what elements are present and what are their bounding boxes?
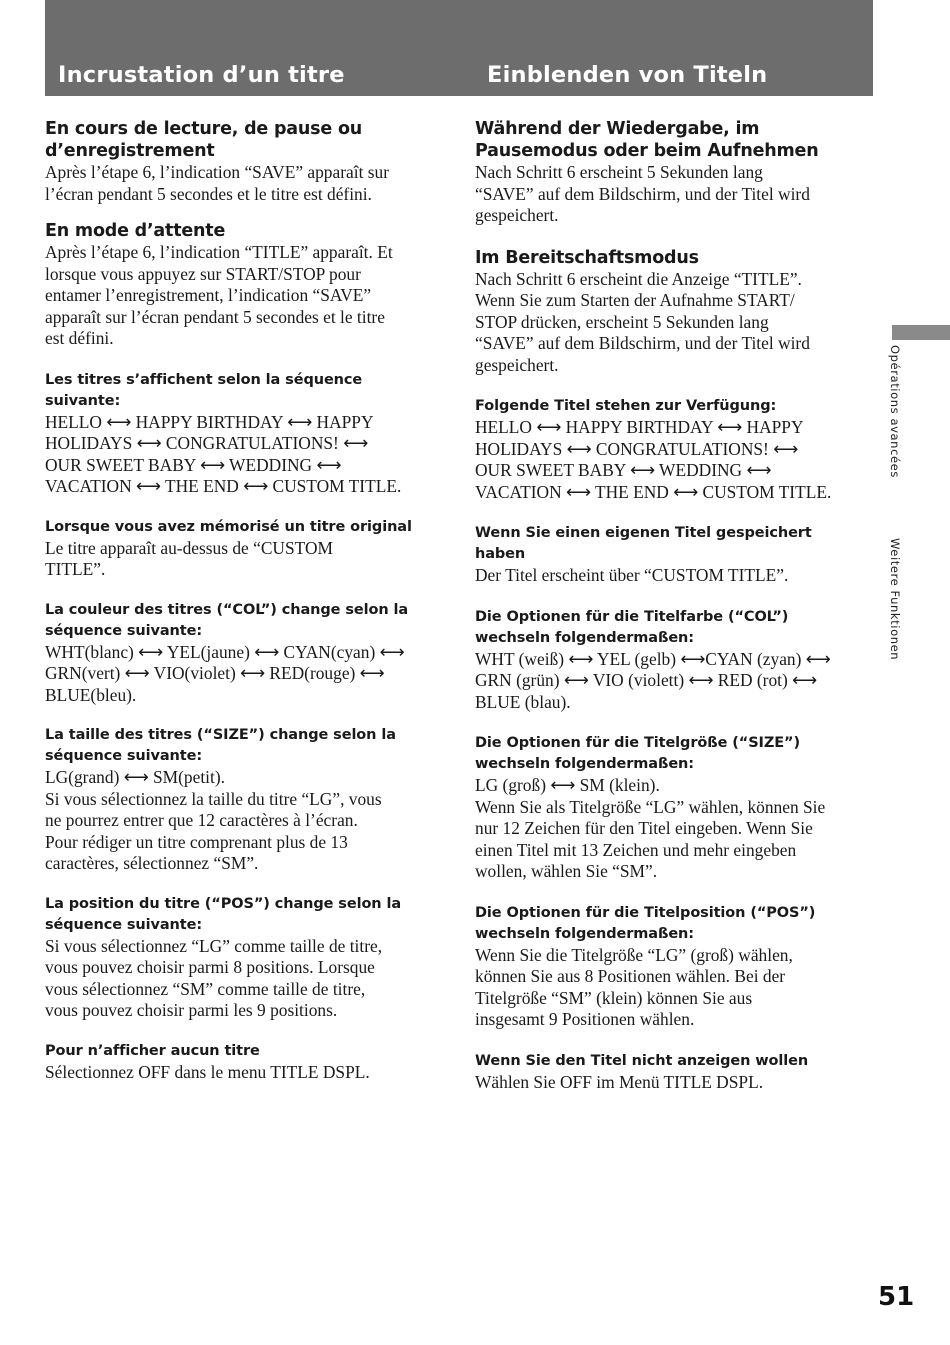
text-playback: Après l’étape 6, l’indication “SAVE” apparaît sur l’écran pendant 5 secondes et le titre est défini. [45, 162, 389, 204]
subheading-no-title: Wenn Sie den Titel nicht anzeigen wollen [475, 1052, 809, 1069]
text-position-sequence: Si vous sélectionnez “LG” comme taille de titre, vous pouvez choisir parmi 8 positions. Lorsque vous sélectionnez “SM” comme taille de titre, vous pouvez choisir parmi les 9 positions. [45, 935, 383, 1020]
title-german: Einblenden von Titeln [487, 62, 768, 88]
text-color-sequence: WHT (weiß) ⟷ YEL (gelb) ⟷CYAN (zyan) ⟷ GRN (grün) ⟷ VIO (violett) ⟷ RED (rot) ⟷ BLUE (blau). [475, 648, 831, 712]
subheading-custom-title: Lorsque vous avez mémorisé un titre original [45, 518, 412, 535]
subheading-position-sequence: La position du titre (“POS”) change selon la séquence suivante: [45, 895, 402, 933]
sidebar-label-french: Opérations avancées [888, 345, 902, 478]
german-column [475, 118, 877, 1093]
subheading-color-sequence: Die Optionen für die Titelfarbe (“COL”) wechseln folgendermaßen: [475, 608, 789, 646]
text-no-title: Wählen Sie OFF im Menü TITLE DSPL. [475, 1071, 764, 1092]
subheading-title-sequence: Les titres s’affichent selon la séquence suivante: [45, 371, 363, 409]
title-french: Incrustation d’un titre [58, 62, 345, 88]
header-banner [45, 0, 873, 96]
heading-playback: En cours de lecture, de pause ou d’enregistrement [45, 119, 363, 161]
text-color-sequence: WHT(blanc) ⟷ YEL(jaune) ⟷ CYAN(cyan) ⟷ GRN(vert) ⟷ VIO(violet) ⟷ RED(rouge) ⟷ BLUE(bleu). [45, 641, 405, 705]
heading-playback: Während der Wiedergabe, im Pausemodus oder beim Aufnehmen [475, 119, 819, 161]
text-standby: Nach Schritt 6 erscheint die Anzeige “TITLE”. Wenn Sie zum Starten der Aufnahme START/ STOP drücken, erscheint 5 Sekunden lang “SAVE” auf dem Bildschirm, und der Titel wird gespeichert. [475, 268, 810, 375]
subheading-custom-title: Wenn Sie einen eigenen Titel gespeichert haben [475, 525, 812, 562]
text-playback: Nach Schritt 6 erscheint 5 Sekunden lang “SAVE” auf dem Bildschirm, und der Titel wird gespeichert. [475, 162, 810, 225]
chapter-tab-marker [892, 325, 950, 340]
subheading-size-sequence: La taille des titres (“SIZE”) change selon la séquence suivante: [45, 727, 396, 764]
subheading-position-sequence: Die Optionen für die Titelposition (“POS”) wechseln folgendermaßen: [475, 904, 816, 942]
subheading-size-sequence: Die Optionen für die Titelgröße (“SIZE”) wechseln folgendermaßen: [475, 735, 801, 772]
text-custom-title: Le titre apparaît au-dessus de “CUSTOM TITLE”. [45, 537, 333, 579]
subheading-title-sequence: Folgende Titel stehen zur Verfügung: [475, 398, 777, 414]
subheading-color-sequence: La couleur des titres (“COL”) change selon la séquence suivante: [45, 601, 409, 639]
subheading-no-title: Pour n’afficher aucun titre [45, 1042, 260, 1059]
text-title-sequence: HELLO ⟷ HAPPY BIRTHDAY ⟷ HAPPY HOLIDAYS ⟷ CONGRATULATIONS! ⟷ OUR SWEET BABY ⟷ WEDDING ⟷ VACATION ⟷ THE END ⟷ CUSTOM TITLE. [45, 411, 402, 496]
french-column [45, 118, 450, 1083]
heading-standby: Im Bereitschaftsmodus [475, 247, 699, 268]
heading-standby: En mode d’attente [45, 221, 226, 241]
text-size-sequence: LG (groß) ⟷ SM (klein). Wenn Sie als Titelgröße “LG” wählen, können Sie nur 12 Zeichen für den Titel eingeben. Wenn Sie einen Titel mit 13 Zeichen und mehr eingeben wollen, wählen Sie “SM”. [475, 775, 826, 881]
sidebar-label-german: Weitere Funktionen [888, 538, 902, 661]
text-standby: Après l’étape 6, l’indication “TITLE” apparaît. Et lorsque vous appuyez sur START/STOP pour entamer l’enregistrement, l’indication “SAVE” apparaît sur l’écran pendant 5 secondes et le titre est défini. [45, 242, 393, 348]
text-title-sequence: HELLO ⟷ HAPPY BIRTHDAY ⟷ HAPPY HOLIDAYS ⟷ CONGRATULATIONS! ⟷ OUR SWEET BABY ⟷ WEDDING ⟷ VACATION ⟷ THE END ⟷ CUSTOM TITLE. [475, 417, 832, 502]
page-number: 51 [878, 1282, 915, 1312]
text-custom-title: Der Titel erscheint über “CUSTOM TITLE”. [475, 565, 789, 585]
text-size-sequence: LG(grand) ⟷ SM(petit). Si vous sélectionnez la taille du titre “LG”, vous ne pourrez entrer que 12 caractères à l’écran. Pour rédiger un titre comprenant plus de 13 caractères, sélectionnez “SM”. [45, 767, 382, 873]
text-no-title: Sélectionnez OFF dans le menu TITLE DSPL. [45, 1061, 370, 1082]
text-position-sequence: Wenn Sie die Titelgröße “LG” (groß) wählen, können Sie aus 8 Positionen wählen. Bei der Titelgröße “SM” (klein) können Sie aus insgesamt 9 Positionen wählen. [475, 944, 793, 1029]
